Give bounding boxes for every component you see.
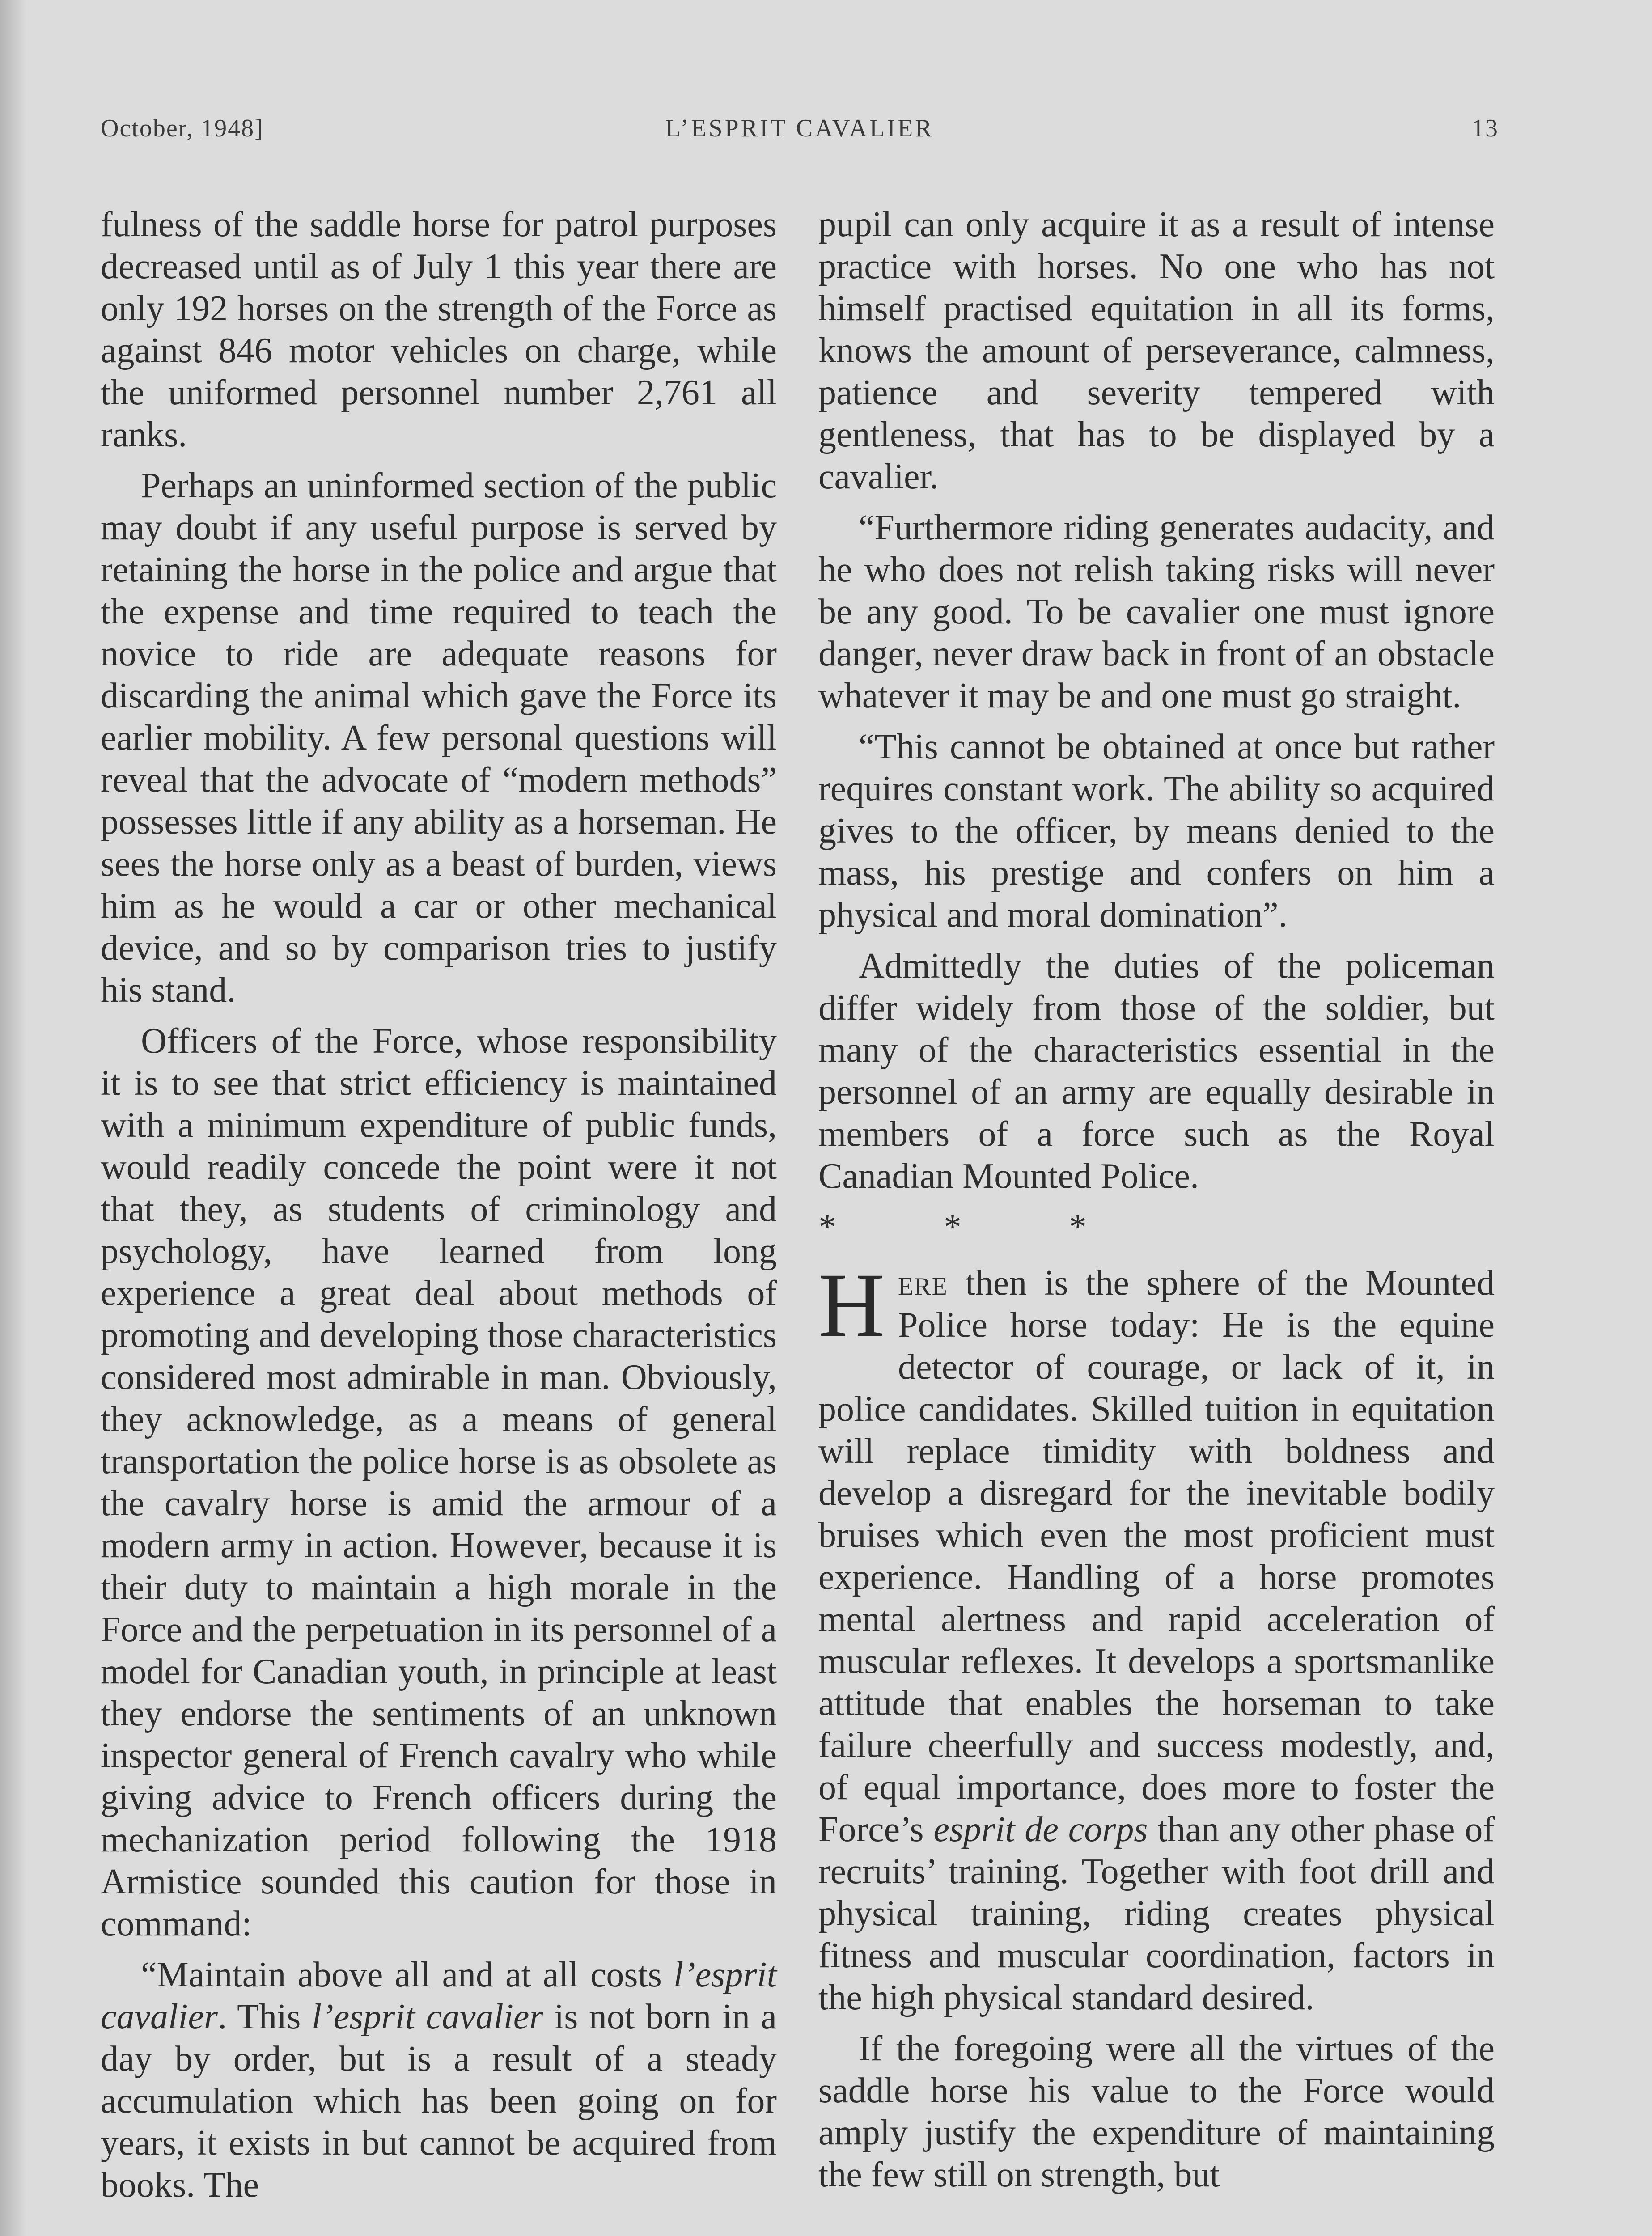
left-column	[101, 203, 777, 2206]
italic-phrase: l’esprit cavalier	[101, 1955, 777, 2037]
paragraph: pupil can only acquire it as a result of intense practice with horses. No one who has not himself practised equitation in all its forms, knows the amount of perseverance, calmness, patience and severity tempered with gentleness, that has to be displayed by a cavalier.	[818, 205, 1495, 496]
paragraph: If the foregoing were all the virtues of the saddle horse his value to the Force would amply justify the expenditure of maintaining the few still on strength, but	[818, 2029, 1495, 2194]
paragraph: Admittedly the duties of the policeman differ widely from those of the soldier, but many of the characteristics essential in the personnel of an army are equally desirable in members of a force such as the Royal Canadian Mounted Police.	[818, 946, 1495, 1196]
drop-cap-letter: H	[818, 1254, 885, 1356]
header-date: October, 1948]	[101, 114, 264, 142]
paragraph-quote	[101, 1954, 777, 2206]
text-run: than any other phase of recruits’ training. Together with foot drill and physical training, riding creates physical fitness and muscular coordination, factors in the high physical standard desired.	[818, 1810, 1495, 2017]
italic-phrase: l’esprit cavalier	[311, 1997, 543, 2037]
small-caps-run: ere	[898, 1263, 948, 1303]
header-journal-title: L’ESPRIT CAVALIER	[665, 114, 934, 142]
running-head	[101, 114, 1499, 150]
paragraph: Perhaps an uninformed section of the public may doubt if any useful purpose is served by retaining the horse in the police and argue that the expense and time required to teach the novice to ride are adequate reasons for discarding the animal which gave the Force its earlier mobility. A few personal questions will reveal that the advocate of “modern methods” possesses little if any ability as a horseman. He sees the horse only as a beast of burden, views him as he would a car or other mechanical device, and so by comparison tries to justify his stand.	[101, 466, 777, 1010]
section-break-asterisks: * * *	[818, 1207, 1087, 1247]
text-run: . This	[218, 1997, 312, 2037]
paragraph-with-drop-cap	[818, 1254, 1495, 2019]
page-number: 13	[1472, 114, 1499, 142]
page-gutter-shadow	[0, 0, 27, 2236]
text-run: “Maintain above all and at all costs	[141, 1955, 674, 1995]
paragraph: Officers of the Force, whose responsibility it is to see that strict efficiency is maintained with a minimum expenditure of public funds, would readily concede the point were it not that they, as students of criminology and psychology, have learned from long experience a great deal about methods of promoting and developing those characteristics considered most admirable in man. Obviously, they acknowledge, as a means of general transportation the police horse is as obsolete as the cavalry horse is amid the armour of a modern army in action. However, because it is their duty to maintain a high morale in the Force and the perpetuation in its personnel of a model for Canadian youth, in principle at least they endorse the sentiments of an unknown inspector general of French cavalry who while giving advice to French officers during the mechanization period following the 1918 Armistice sounded this caution for those in command:	[101, 1021, 777, 1944]
right-column	[818, 203, 1495, 2196]
paragraph: fulness of the saddle horse for patrol purposes decreased until as of July 1 this year there are only 192 horses on the strength of the Force as against 846 motor vehicles on charge, while the uniformed personnel number 2,761 all ranks.	[101, 205, 777, 454]
text-run: then is the sphere of the Mounted Police horse today: He is the equine detector of courage, or lack of it, in police candidates. Skilled tuition in equitation will replace timidity with boldness and develop a disregard for the inevitable bodily bruises which even the most proficient must experience. Handling of a horse promotes mental alertness and rapid acceleration of muscular reflexes. It develops a sportsmanlike attitude that enables the horseman to take failure cheerfully and success modestly, and, of equal importance, does more to foster the Force’s	[818, 1263, 1495, 1849]
text-run: is not born in a day by order, but is a result of a steady accumulation which has been going on for years, it exists in but cannot be acquired from books. The	[101, 1997, 777, 2205]
paragraph: “This cannot be obtained at once but rather requires constant work. The ability so acquired gives to the officer, by means denied to the mass, his prestige and confers on him a physical and moral domination”.	[818, 727, 1495, 935]
paragraph: “Furthermore riding generates audacity, and he who does not relish taking risks will never be any good. To be cavalier one must ignore danger, never draw back in front of an obstacle whatever it may be and one must go straight.	[818, 508, 1495, 716]
italic-phrase: esprit de corps	[933, 1810, 1148, 1849]
